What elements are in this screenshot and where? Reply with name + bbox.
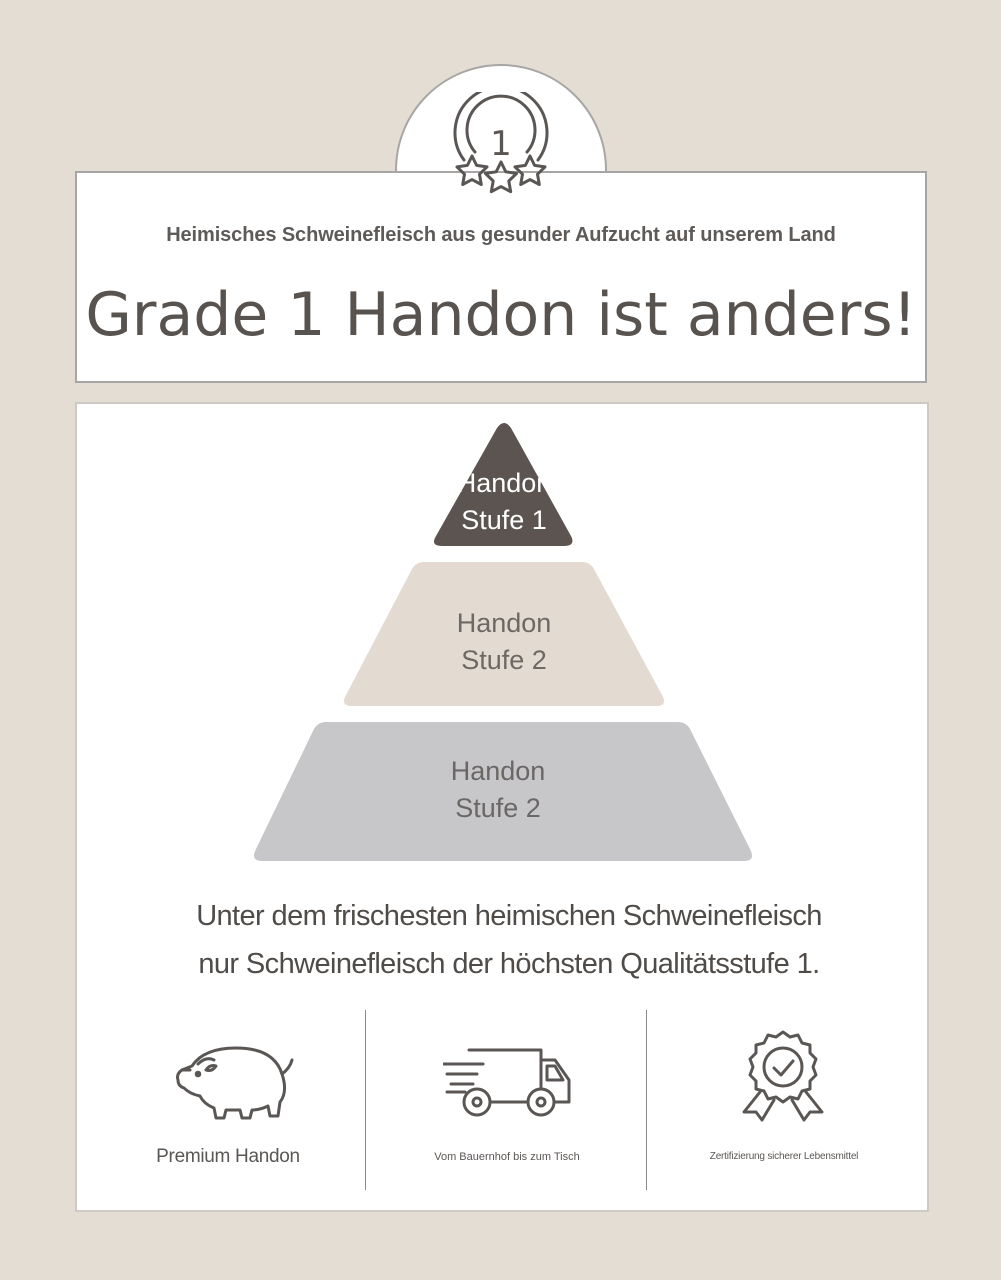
- description-line-2: nur Schweinefleisch der höchsten Qualitätsstufe 1.: [198, 948, 820, 980]
- feature-farm-to-table-label: Vom Bauernhof bis zum Tisch: [434, 1151, 580, 1163]
- feature-divider-1: [365, 1010, 366, 1190]
- feature-divider-2: [646, 1010, 647, 1190]
- pig-icon: [170, 1040, 300, 1124]
- description-line-1: Unter dem frischesten heimischen Schweinefleisch: [196, 900, 822, 932]
- pyramid-tier-2-label: Handon Stufe 2: [456, 608, 552, 675]
- feature-certification-label: Zertifizierung sicherer Lebensmittel: [709, 1151, 859, 1162]
- page-title: Grade 1 Handon ist anders!: [85, 280, 917, 350]
- pyramid-tier-3-label: Handon Stufe 2: [450, 756, 546, 823]
- description: [77, 892, 941, 988]
- feature-premium-label: Premium Handon: [156, 1146, 300, 1167]
- delivery-truck-icon: [443, 1046, 571, 1120]
- pyramid-tier-1-label: Handon Stufe 1: [456, 468, 552, 535]
- certified-badge-icon: [738, 1028, 828, 1122]
- badge-number: 1: [490, 124, 512, 164]
- header-subtitle: Heimisches Schweinefleisch aus gesunder Aufzucht auf unserem Land: [166, 224, 836, 246]
